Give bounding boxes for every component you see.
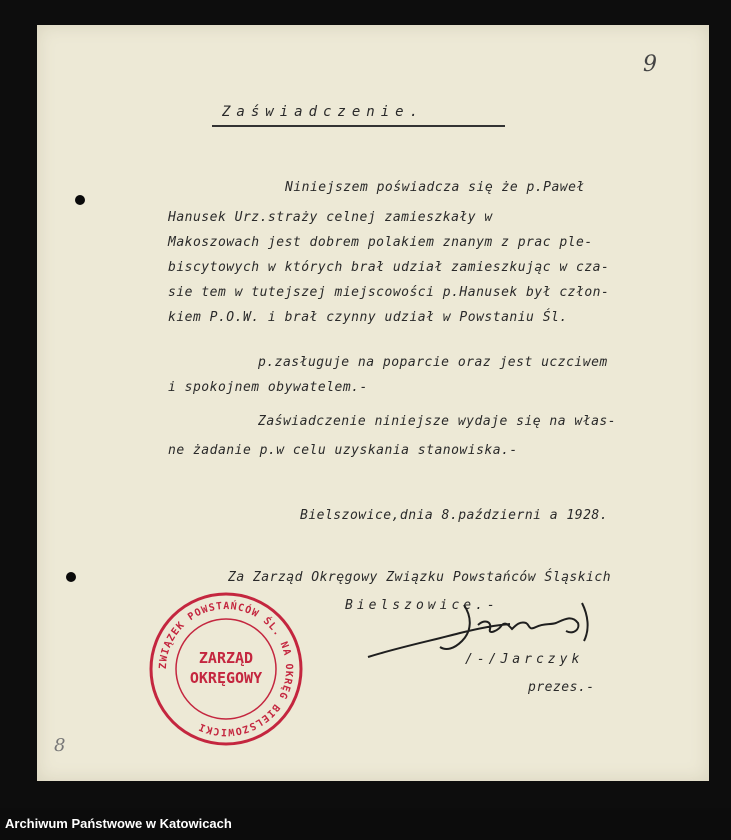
body-line: Zaświadczenie niniejsze wydaje się na włas- — [258, 414, 617, 429]
organization-city: Bielszowice.- — [345, 598, 499, 613]
stamp-outer-text: ZWIĄZEK POWSTAŃCÓW ŚL. NA OKRĘG BIELSZOWICKI — [157, 600, 295, 738]
punch-hole — [75, 195, 85, 205]
stamp-center-line2: OKRĘGOWY — [189, 669, 263, 687]
date-line: Bielszowice,dnia 8.październi a 1928. — [300, 508, 609, 523]
page-number: 9 — [643, 52, 657, 77]
organization-line: Za Zarząd Okręgowy Związku Powstańców Śląskich — [228, 570, 612, 585]
title-underline — [212, 125, 505, 127]
document-title: Zaświadczenie. — [222, 104, 425, 120]
stamp-center-line1: ZARZĄD — [198, 649, 254, 667]
body-line: biscytowych w których brał udział zamieszkując w cza- — [168, 260, 610, 275]
association-stamp — [147, 590, 305, 748]
body-line: kiem P.O.W. i brał czynny udział w Powstaniu Śl. — [168, 310, 568, 325]
punch-hole — [66, 572, 76, 582]
body-line: sie tem w tutejszej miejscowości p.Hanusek był człon- — [168, 285, 610, 300]
body-line: i spokojnem obywatelem.- — [168, 380, 368, 395]
body-line: Hanusek Urz.straży celnej zamieszkały w — [168, 210, 493, 225]
archive-label: Archiwum Państwowe w Katowicach — [5, 816, 232, 831]
body-line: Niniejszem poświadcza się że p.Paweł — [285, 180, 585, 195]
body-line: Makoszowach jest dobrem polakiem znanym z prac ple- — [168, 235, 593, 250]
archive-footer — [0, 808, 731, 840]
signatory-name: /-/Jarczyk — [465, 652, 584, 667]
signatory-title: prezes.- — [528, 680, 595, 695]
body-line: ne żadanie p.w celu uzyskania stanowiska.- — [168, 443, 518, 458]
margin-pencil-mark: 8 — [54, 735, 66, 756]
body-line: p.zasługuje na poparcie oraz jest uczciwem — [258, 355, 608, 370]
